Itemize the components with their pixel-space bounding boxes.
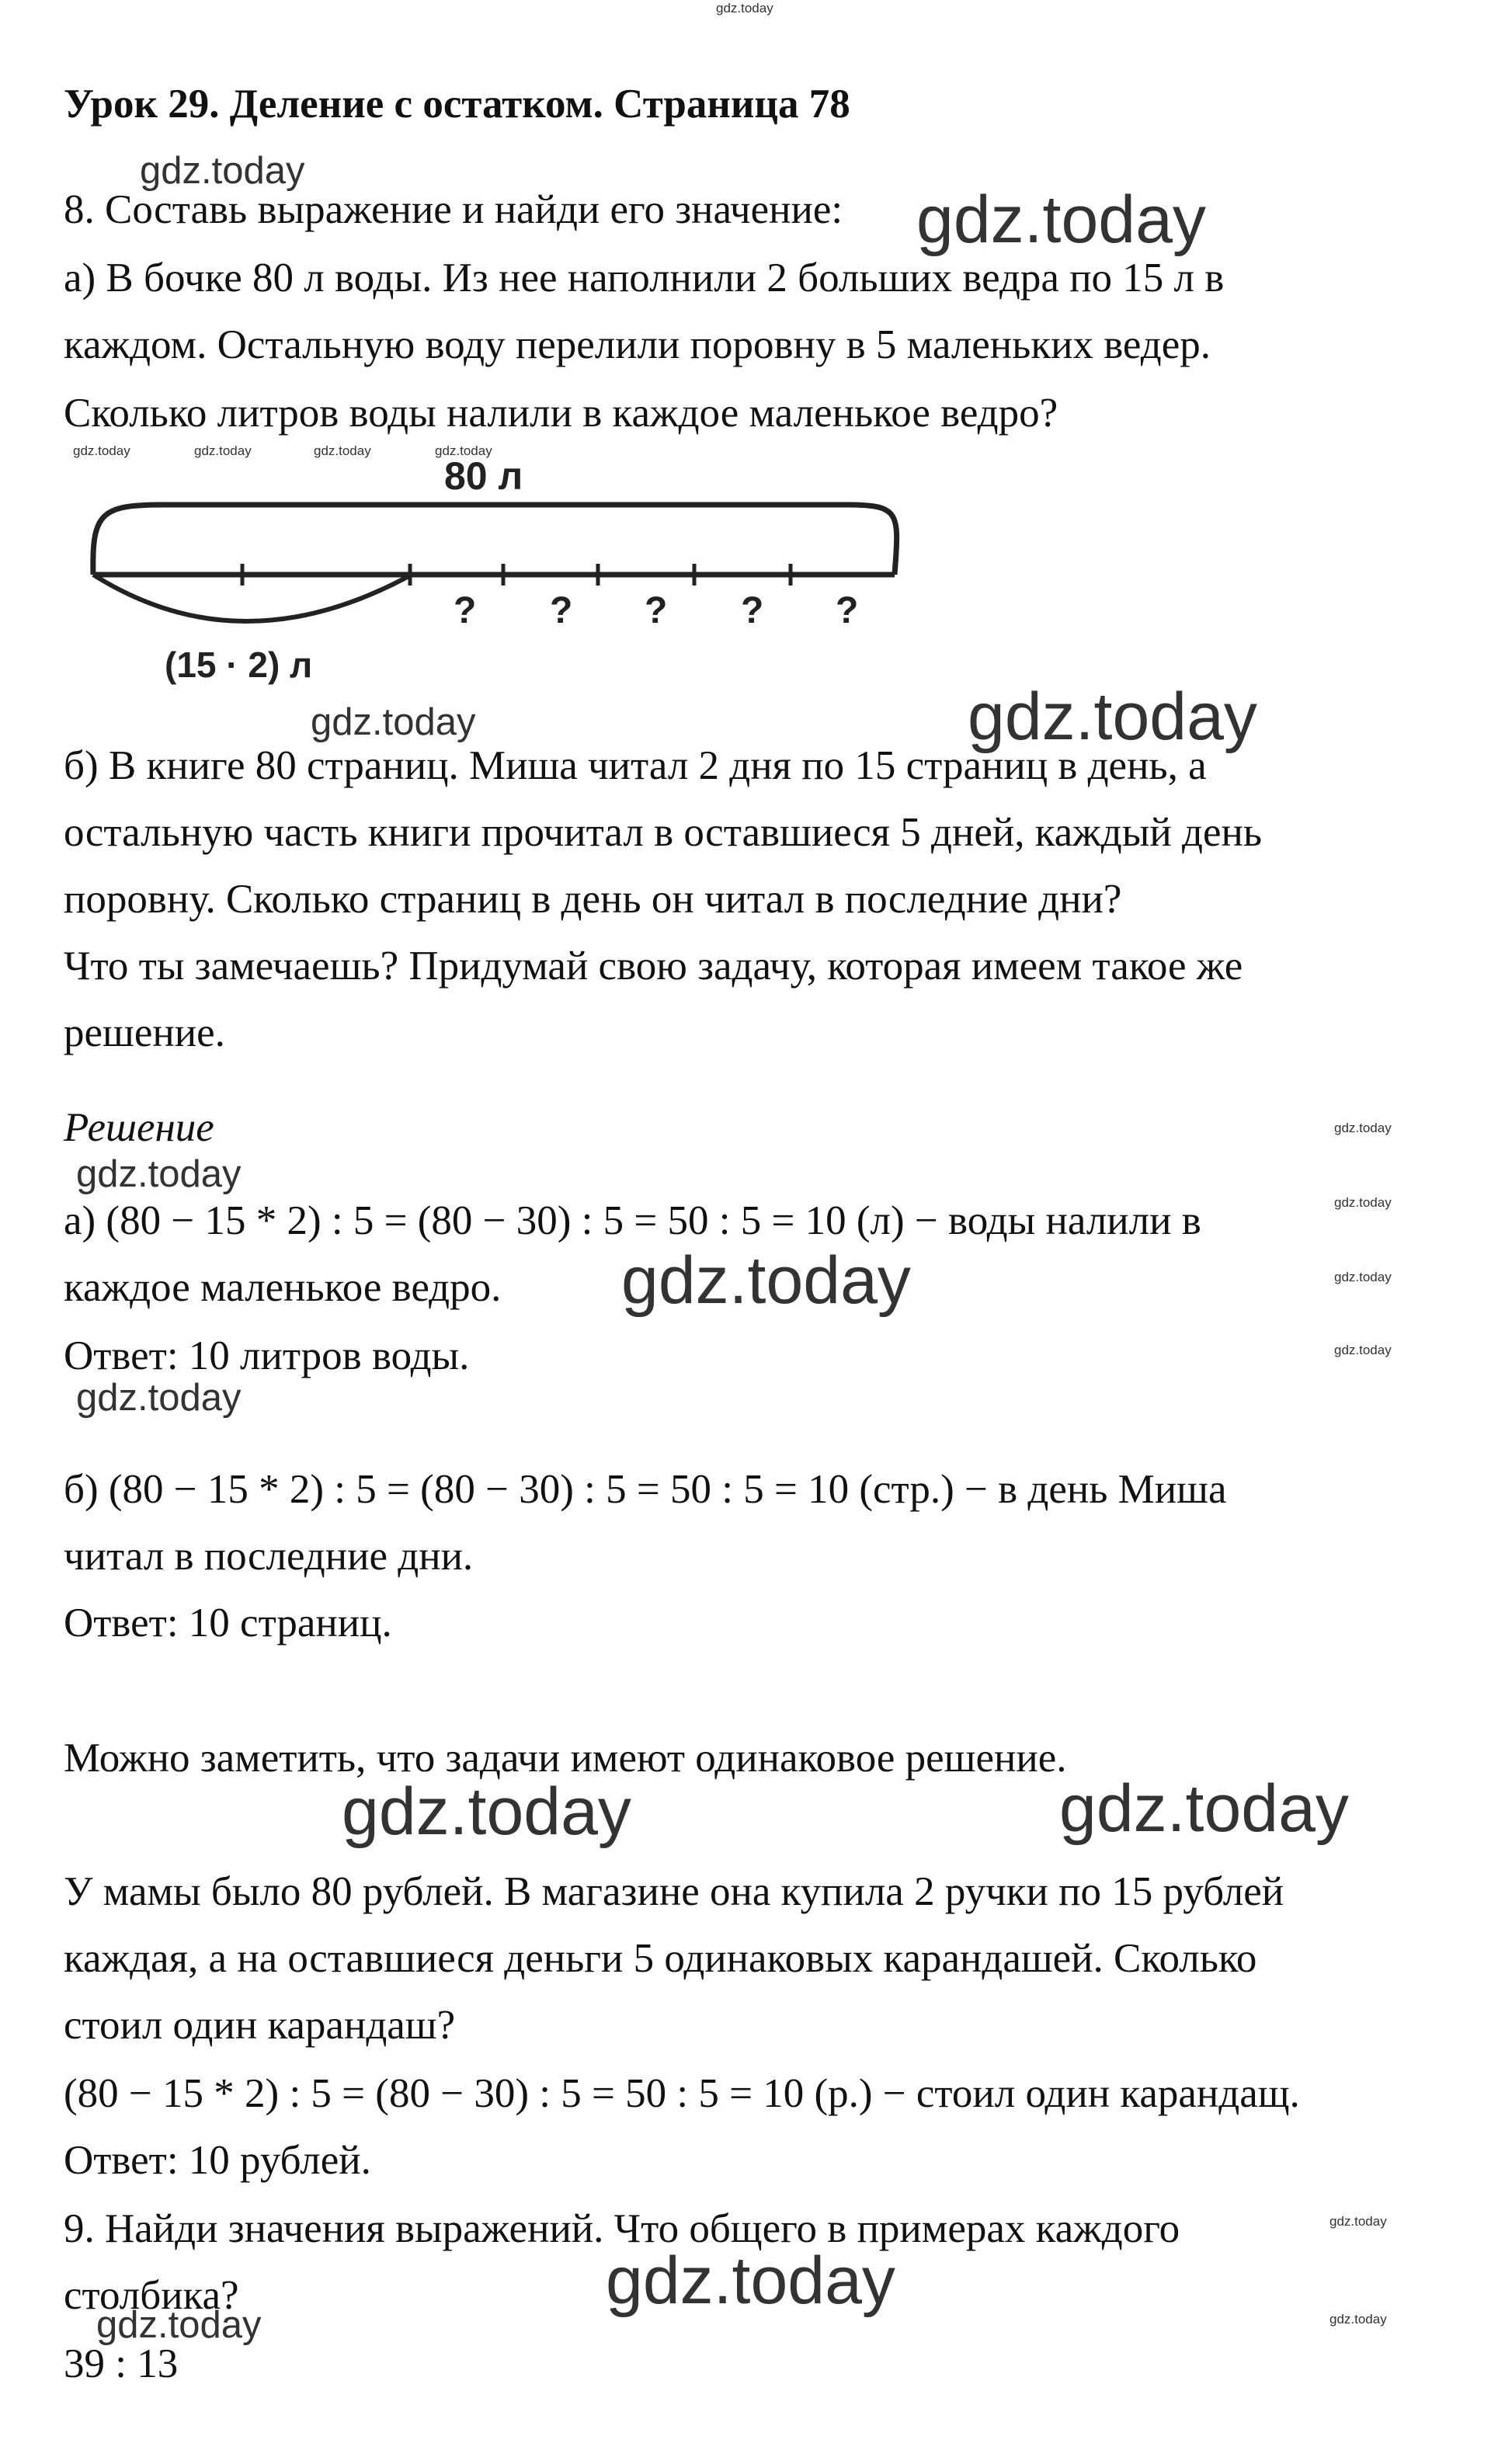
watermark: gdz.today xyxy=(73,443,130,458)
task8-b-line-5: решение. xyxy=(64,1010,225,1055)
watermark: gdz.today xyxy=(76,1377,242,1419)
watermark: gdz.today xyxy=(1329,2312,1387,2327)
solution-b-answer: Ответ: 10 страниц. xyxy=(64,1600,392,1646)
watermark: gdz.today xyxy=(342,1774,631,1849)
task8-b-line-1: б) В книге 80 страниц. Миша читал 2 дня по 15 страниц в день, а xyxy=(64,743,1207,788)
task8-b-line-4: Что ты замечаешь? Придумай свою задачу, которая имеем такое же xyxy=(64,944,1243,989)
task9-line-1: 9. Найди значения выражений. Что общего в примерах каждого xyxy=(64,2206,1180,2251)
watermark: gdz.today xyxy=(314,443,371,458)
watermark: gdz.today xyxy=(1329,2214,1387,2229)
task8-b-line-3: поровну. Сколько страниц в день он читал в последние дни? xyxy=(64,877,1122,922)
solution-a-line-1: а) (80 − 15 * 2) : 5 = (80 − 30) : 5 = 50 : 5 = 10 (л) − воды налили в xyxy=(64,1198,1201,1243)
task8-a-line-1: а) В бочке 80 л воды. Из нее наполнили 2 больших ведра по 15 л в xyxy=(64,255,1225,301)
own-task-expression: (80 − 15 * 2) : 5 = (80 − 30) : 5 = 50 : 5 = 10 (р.) − стоил один карандащ. xyxy=(64,2071,1300,2116)
segment-diagram xyxy=(70,458,916,691)
watermark: gdz.today xyxy=(194,443,252,458)
watermark: gdz.today xyxy=(96,2304,262,2346)
watermark: gdz.today xyxy=(716,1,773,16)
solution-b-line-2: читал в последние дни. xyxy=(64,1534,474,1579)
task8-a-line-2: каждом. Остальную воду перелили поровну в 5 маленьких ведер. xyxy=(64,322,1211,367)
task9-first-example: 39 : 13 xyxy=(64,2341,179,2386)
watermark: gdz.today xyxy=(76,1153,242,1195)
own-task-line-3: стоил один карандаш? xyxy=(64,2003,456,2048)
watermark: gdz.today xyxy=(1334,1195,1392,1210)
total-label: 80 л xyxy=(444,458,523,498)
solution-a-line-2: каждое маленькое ведро. xyxy=(64,1265,502,1310)
watermark: gdz.today xyxy=(621,1243,911,1318)
part-brace xyxy=(93,575,412,621)
question-mark: ? xyxy=(550,590,573,631)
question-mark: ? xyxy=(645,590,668,631)
part-label: (15 · 2) л xyxy=(165,645,313,685)
solution-note: Можно заметить, что задачи имеют одинаковое решение. xyxy=(64,1736,1067,1781)
lesson-title: Урок 29. Деление с остатком. Страница 78 xyxy=(64,82,850,127)
total-brace xyxy=(93,505,897,575)
watermark: gdz.today xyxy=(1334,1270,1392,1284)
own-task-line-1: У мамы было 80 рублей. В магазине она купила 2 ручки по 15 рублей xyxy=(64,1869,1284,1914)
solution-b-line-1: б) (80 − 15 * 2) : 5 = (80 − 30) : 5 = 50 : 5 = 10 (стр.) − в день Миша xyxy=(64,1467,1227,1512)
watermark: gdz.today xyxy=(1334,1343,1392,1357)
watermark: gdz.today xyxy=(311,701,476,743)
task8-b-line-2: остальную часть книги прочитал в оставшиеся 5 дней, каждый день xyxy=(64,810,1263,855)
watermark: gdz.today xyxy=(140,150,305,192)
watermark: gdz.today xyxy=(968,679,1257,754)
task8-heading: 8. Составь выражение и найди его значение: xyxy=(64,187,843,232)
own-task-line-2: каждая, а на оставшиеся деньги 5 одинаковых карандашей. Сколько xyxy=(64,1936,1257,1981)
watermark: gdz.today xyxy=(435,443,492,458)
task8-a-line-3: Сколько литров воды налили в каждое маленькое ведро? xyxy=(64,391,1058,436)
question-mark: ? xyxy=(454,590,477,631)
solution-a-answer: Ответ: 10 литров воды. xyxy=(64,1333,470,1378)
question-mark: ? xyxy=(836,590,859,631)
watermark: gdz.today xyxy=(1334,1121,1392,1135)
question-mark: ? xyxy=(741,590,764,631)
own-task-answer: Ответ: 10 рублей. xyxy=(64,2138,371,2183)
solution-heading: Решение xyxy=(64,1105,214,1150)
watermark: gdz.today xyxy=(1059,1771,1349,1846)
task9-line-2: столбика? xyxy=(64,2273,239,2318)
watermark: gdz.today xyxy=(606,2243,895,2318)
watermark: gdz.today xyxy=(916,182,1206,257)
